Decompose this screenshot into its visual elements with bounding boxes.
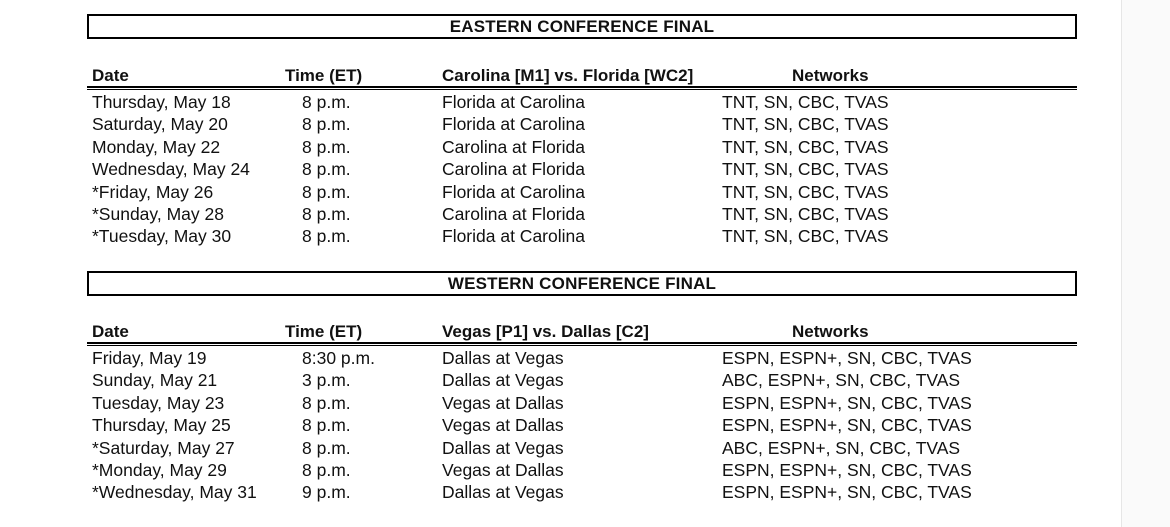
game-time: 8 p.m.	[302, 92, 351, 112]
game-networks: TNT, SN, CBC, TVAS	[722, 226, 889, 247]
table-row	[0, 137, 1170, 159]
game-date: *Friday, May 26	[92, 181, 214, 202]
game-time: 8 p.m.	[302, 459, 351, 480]
game-matchup: Vegas at Dallas	[442, 415, 564, 436]
table-row	[0, 182, 1170, 204]
game-networks: TNT, SN, CBC, TVAS	[722, 159, 889, 180]
game-date: *Tuesday, May 30	[92, 226, 232, 247]
header-rule	[87, 342, 1077, 346]
column-header-row	[0, 322, 1170, 344]
game-date: Sunday, May 21	[92, 370, 218, 391]
game-date: Thursday, May 18	[92, 92, 231, 112]
game-date: Wednesday, May 24	[92, 159, 250, 180]
game-matchup: Florida at Carolina	[442, 226, 585, 247]
game-time: 3 p.m.	[302, 370, 351, 391]
game-networks: TNT, SN, CBC, TVAS	[722, 114, 889, 135]
header-date: Date	[92, 322, 129, 341]
game-matchup: Florida at Carolina	[442, 181, 585, 202]
table-row	[0, 482, 1170, 504]
table-row	[0, 370, 1170, 392]
game-time: 8 p.m.	[302, 114, 351, 135]
game-date: Friday, May 19	[92, 348, 207, 368]
game-networks: ESPN, ESPN+, SN, CBC, TVAS	[722, 348, 972, 368]
game-matchup: Vegas at Dallas	[442, 392, 564, 413]
game-networks: ESPN, ESPN+, SN, CBC, TVAS	[722, 392, 972, 413]
table-row	[0, 204, 1170, 226]
game-time: 8 p.m.	[302, 392, 351, 413]
game-matchup: Dallas at Vegas	[442, 437, 564, 458]
game-time: 8 p.m.	[302, 415, 351, 436]
game-matchup: Carolina at Florida	[442, 159, 585, 180]
game-time: 8:30 p.m.	[302, 348, 375, 368]
table-row	[0, 114, 1170, 136]
game-date: Saturday, May 20	[92, 114, 228, 135]
game-matchup: Dallas at Vegas	[442, 482, 564, 503]
game-networks: TNT, SN, CBC, TVAS	[722, 136, 889, 157]
game-matchup: Carolina at Florida	[442, 203, 585, 224]
header-networks: Networks	[792, 322, 869, 341]
game-time: 8 p.m.	[302, 203, 351, 224]
table-row	[0, 415, 1170, 437]
header-rule	[87, 86, 1077, 90]
table-row	[0, 460, 1170, 482]
game-date: *Wednesday, May 31	[92, 482, 257, 503]
header-matchup: Carolina [M1] vs. Florida [WC2]	[442, 66, 694, 85]
game-time: 8 p.m.	[302, 226, 351, 247]
header-matchup: Vegas [P1] vs. Dallas [C2]	[442, 322, 649, 341]
table-row	[0, 226, 1170, 248]
game-date: Monday, May 22	[92, 136, 221, 157]
games-list	[0, 348, 1170, 505]
game-time: 8 p.m.	[302, 437, 351, 458]
game-matchup: Dallas at Vegas	[442, 370, 564, 391]
section-title: EASTERN CONFERENCE FINAL	[87, 14, 1077, 39]
game-date: Thursday, May 25	[92, 415, 231, 436]
game-matchup: Florida at Carolina	[442, 92, 585, 112]
header-date: Date	[92, 66, 129, 85]
game-time: 8 p.m.	[302, 136, 351, 157]
game-networks: ABC, ESPN+, SN, CBC, TVAS	[722, 437, 961, 458]
game-networks: ESPN, ESPN+, SN, CBC, TVAS	[722, 459, 972, 480]
game-networks: TNT, SN, CBC, TVAS	[722, 92, 889, 112]
header-networks: Networks	[792, 66, 869, 85]
game-time: 8 p.m.	[302, 181, 351, 202]
game-networks: TNT, SN, CBC, TVAS	[722, 181, 889, 202]
game-networks: ESPN, ESPN+, SN, CBC, TVAS	[722, 482, 972, 503]
game-date: *Saturday, May 27	[92, 437, 235, 458]
games-list	[0, 92, 1170, 249]
header-time: Time (ET)	[285, 322, 363, 341]
header-time: Time (ET)	[285, 66, 363, 85]
game-date: *Sunday, May 28	[92, 203, 224, 224]
game-date: Tuesday, May 23	[92, 392, 225, 413]
game-networks: TNT, SN, CBC, TVAS	[722, 203, 889, 224]
game-matchup: Dallas at Vegas	[442, 348, 564, 368]
game-matchup: Vegas at Dallas	[442, 459, 564, 480]
game-networks: ABC, ESPN+, SN, CBC, TVAS	[722, 370, 961, 391]
table-row	[0, 348, 1170, 370]
table-row	[0, 393, 1170, 415]
section-title: WESTERN CONFERENCE FINAL	[87, 271, 1077, 296]
table-row	[0, 159, 1170, 181]
column-header-row	[0, 66, 1170, 88]
table-row	[0, 92, 1170, 114]
game-date: *Monday, May 29	[92, 459, 227, 480]
game-networks: ESPN, ESPN+, SN, CBC, TVAS	[722, 415, 972, 436]
table-row	[0, 438, 1170, 460]
game-time: 8 p.m.	[302, 159, 351, 180]
game-matchup: Florida at Carolina	[442, 114, 585, 135]
game-matchup: Carolina at Florida	[442, 136, 585, 157]
game-time: 9 p.m.	[302, 482, 351, 503]
